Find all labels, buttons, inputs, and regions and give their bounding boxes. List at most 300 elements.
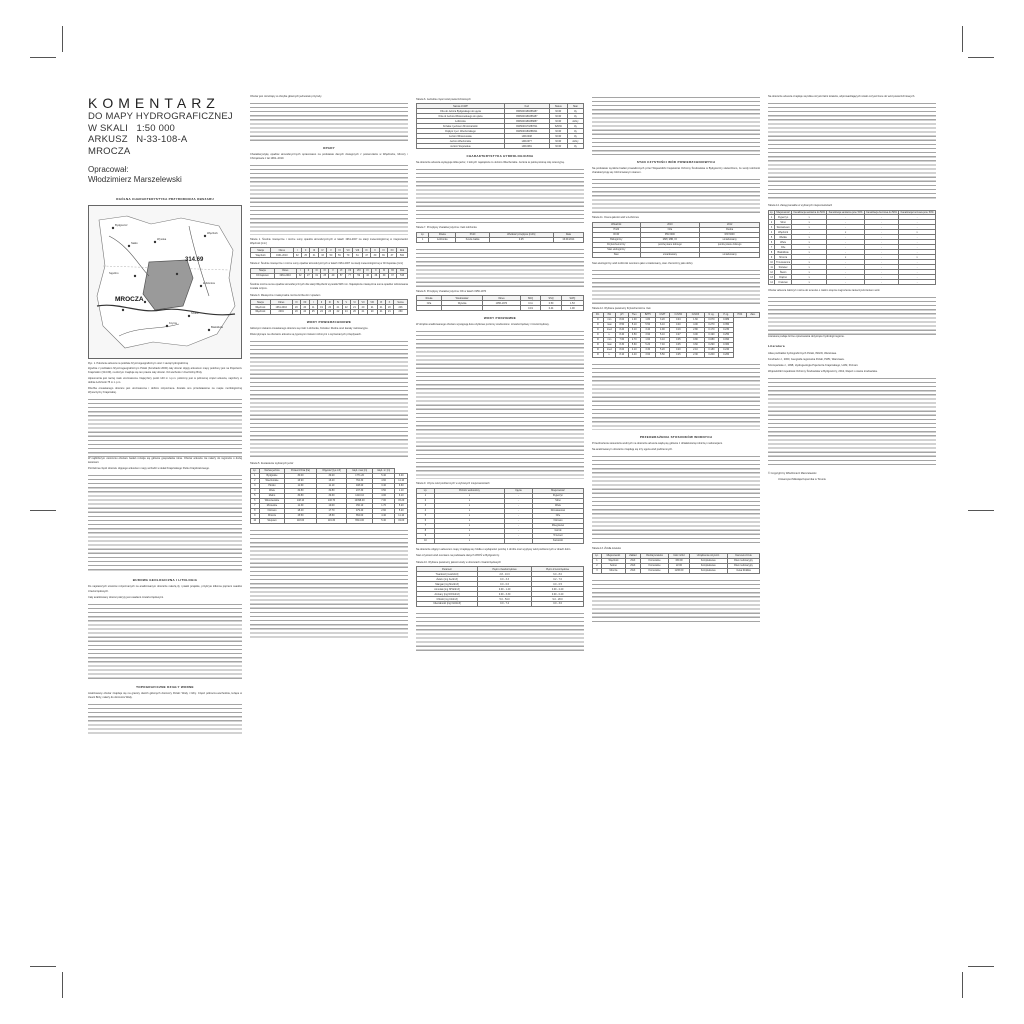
map-place-7: Kcynia <box>169 322 177 326</box>
subtitle-line-2: W SKALI 1:50 000 <box>88 122 176 134</box>
table-cell: x <box>792 265 827 270</box>
table-cell: x <box>434 523 504 528</box>
table-cell: 0.090 <box>719 338 734 343</box>
table2-header-cell: V <box>329 268 337 273</box>
table-cell: rzeka Rokitka <box>728 568 760 573</box>
table-cell: Sitno <box>532 498 583 503</box>
table-cell: 18.40 <box>285 508 316 513</box>
table5-header-cell: Głęb. śr. [m] <box>372 468 395 473</box>
table1-header-cell: I <box>293 248 301 253</box>
table-cell: 3.10 <box>655 338 670 343</box>
table-cell: 0.350 <box>719 323 734 328</box>
table-cell: 0.25 <box>489 237 553 242</box>
table-cell: 1 <box>769 215 775 220</box>
table12-header-cell: N-NH4 <box>670 313 687 318</box>
table-cell: x <box>792 275 827 280</box>
table-cell: - <box>827 270 865 275</box>
table-cell: Biologiczny <box>593 237 641 242</box>
table-cell: 0.190 <box>704 333 719 338</box>
col1-text-block-c <box>88 602 242 680</box>
table-cell: zły <box>567 124 583 129</box>
table-cell: 0.260 <box>719 352 734 357</box>
table-cell: - <box>827 215 865 220</box>
table-cell: 6.00 <box>395 473 408 478</box>
table-cell: 0.0 - 3.0 <box>532 602 584 607</box>
table-cell: 20 <box>292 310 300 315</box>
table-row <box>593 352 760 357</box>
table-cell: - <box>899 270 936 275</box>
table-cell: 22 <box>334 310 342 315</box>
table2-header-cell: I <box>296 268 304 273</box>
table-cell: 3.20 <box>655 318 670 323</box>
table8-caption: Tabela 8. Przepływy charakterystyczne Orli w latach 1956-1970 <box>416 289 487 293</box>
table-cell: 0.080 <box>704 338 719 343</box>
col1-paragraph-8: Analizowany obszar znajduje się na granicy dwóch głównych dorzeczy Polski: Wisły i Odry. Część północno-wschodnia, leżąca w zlewni Brdy, należy do dorzecza Wisły. <box>88 691 242 699</box>
table-cell: zły <box>567 144 583 149</box>
table-cell: - <box>827 235 865 240</box>
table-cell: 150.10 <box>347 503 373 508</box>
table-cell: Orla do Jeziora Bydgoskiego do ujęcia <box>417 109 505 114</box>
table-cell: 57 <box>337 273 345 278</box>
table-cell: 3.30 <box>640 347 655 352</box>
table3-header-cell: VIII <box>367 300 377 305</box>
table-cell: 0.360 <box>719 342 734 347</box>
table-cell: min <box>603 338 615 343</box>
table2-header-cell: VI <box>337 268 345 273</box>
table-cell: 22 <box>342 305 350 310</box>
author-name: Włodzimierz Marszelewski <box>88 175 182 184</box>
table1-header-cell: II <box>301 248 309 253</box>
table-cell: 77 <box>345 273 354 278</box>
col5-paragraph-3: Literatura podaje liczne opracowania dotyczące hydrologii regionu. <box>768 335 845 339</box>
table-cell: 0.2 - 7.0 <box>532 577 584 582</box>
table-10 <box>416 566 584 607</box>
subtitle-line-4: MROCZA <box>88 145 131 157</box>
table-cell: 5.50 <box>640 323 655 328</box>
table-cell: 0.19 <box>520 306 541 311</box>
table-cell: 2.30 <box>687 352 704 357</box>
table3-header-cell: VI <box>350 300 358 305</box>
table-cell: 2001 <box>270 310 292 315</box>
table-5 <box>250 468 408 524</box>
table-cell: Komunalne <box>640 563 669 568</box>
table-cell: Kompleksowe <box>689 563 727 568</box>
table-cell: Wiele <box>532 503 583 508</box>
table12-header-cell: pH <box>616 313 628 318</box>
table-cell: - <box>505 508 533 513</box>
table-cell: - <box>505 533 533 538</box>
table-cell: x <box>434 533 504 538</box>
table-11 <box>592 222 760 258</box>
table2-header-cell: Stacja <box>251 268 275 273</box>
table-cell: Mrocza <box>775 255 792 260</box>
table-cell: - <box>899 265 936 270</box>
table5-header-cell: Głęb. max [m] <box>347 468 373 473</box>
table-cell: 1.60 <box>687 318 704 323</box>
table8-header-cell: Okres <box>483 296 520 301</box>
table-cell: 20 <box>359 305 368 310</box>
table-2 <box>250 268 408 279</box>
table-cell: O <box>593 328 604 333</box>
table-cell: - <box>864 265 898 270</box>
table10-header-cell: Piętro trzeciorzędowe <box>532 567 584 572</box>
table-cell: NCW <box>549 114 567 119</box>
table-cell: 3.10 <box>628 328 640 333</box>
table3-header-cell: Okres <box>270 300 292 305</box>
table-cell: 0.27 <box>670 333 687 338</box>
col3-text-block-c <box>416 329 584 479</box>
table12-header-cell: Tlen <box>628 313 640 318</box>
col2-text-block-b <box>250 163 408 235</box>
col5-paragraph-2: Obszar arkusza zaliczyć można do terenów o niskim stopniu zagrożenia zanieczyszczeniem wód. <box>768 289 881 293</box>
table-cell: NCW <box>549 139 567 144</box>
table-cell: - <box>505 528 533 533</box>
table-cell: - <box>505 493 533 498</box>
subtitle-line-3: ARKUSZ N-33-108-A <box>88 134 188 145</box>
table6-header-cell: Kod <box>504 104 549 109</box>
table-cell: 5.10 <box>655 333 670 338</box>
table-cell: 16.09.2014 <box>553 237 583 242</box>
col3-text-block-a <box>416 167 584 223</box>
table-cell: x <box>827 255 865 260</box>
table-cell: 20 <box>292 305 300 310</box>
table-cell: Komunalne <box>640 568 669 573</box>
table-cell: MMI, MIR, IO <box>640 237 700 242</box>
table-cell: 33 <box>318 253 326 258</box>
table-cell: Dopływ z jez. Wiecborskiego <box>417 129 505 134</box>
table-cell: NCW <box>549 119 567 124</box>
table-cell: 8.00 <box>616 347 628 352</box>
table-cell: Orla <box>640 227 700 232</box>
table-cell: Witoszewskie <box>259 498 285 503</box>
table-cell: 5 <box>251 493 260 498</box>
table-cell: Więcbork <box>251 253 271 258</box>
table-1 <box>250 247 408 258</box>
table-cell: ZGK <box>626 558 641 563</box>
table-cell: x <box>792 250 827 255</box>
table-cell: dobry <box>567 119 583 124</box>
table-cell: 146.70 <box>316 498 347 503</box>
table-cell: 532 <box>396 253 407 258</box>
table-cell: 4.00 <box>372 493 395 498</box>
col5-paragraph-1: Na obszarze arkusza znajduje się kilka oczyszczalni ścieków, odprowadzających ścieki oczyszczone do wód powierzchniowych. <box>768 95 916 98</box>
table-cell: 9 <box>251 513 260 518</box>
column-2 <box>250 95 408 638</box>
table-cell: 0.290 <box>704 342 719 347</box>
table2-header-cell: II <box>304 268 312 273</box>
table-cell: - <box>899 280 936 285</box>
table5-caption: Tabela 5. Zestawienie wybranych jezior <box>250 462 294 466</box>
table-cell: 15.20 <box>395 498 408 503</box>
table-cell: 61 <box>352 253 362 258</box>
table-cell: x <box>792 215 827 220</box>
table10-header-cell: Parametr <box>417 567 478 572</box>
table-cell: - <box>640 247 700 252</box>
table-cell: - <box>899 215 936 220</box>
table-cell: 7.40 <box>655 342 670 347</box>
table-cell: 0.230 <box>719 328 734 333</box>
table-cell: 8.10 <box>616 352 628 357</box>
table-cell: x <box>434 538 504 543</box>
col2-text-block-a <box>250 101 408 141</box>
table-cell: 260 <box>394 310 408 315</box>
table13-header-cell: Lp. <box>593 553 602 558</box>
table-cell: 49 <box>329 273 337 278</box>
table-cell: Mrocza <box>601 568 625 573</box>
table-cell: 2.10 <box>687 347 704 352</box>
table-cell: 20 <box>300 305 309 310</box>
table1-header-cell: V <box>327 248 335 253</box>
table-cell: 6 <box>251 498 260 503</box>
table-cell: - <box>827 225 865 230</box>
table1-header-cell: XII <box>388 248 397 253</box>
table-cell: 0.45 <box>670 342 687 347</box>
location-map-graphic <box>89 206 241 358</box>
table-cell: 2.8 - 13.3 <box>477 572 531 577</box>
table-cell: - <box>827 220 865 225</box>
table-cell: x <box>434 528 504 533</box>
table-cell: 20 <box>326 305 334 310</box>
table8-header-cell: Rzeka <box>417 296 442 301</box>
table-cell: 7 <box>417 523 435 528</box>
table-cell: 1236.00 <box>669 568 689 573</box>
table-cell: 39 <box>379 253 387 258</box>
table-cell: - <box>864 220 898 225</box>
section-heading-topo: TOPOGRAFICZNE DZIAŁY WODNE <box>136 684 194 689</box>
table-cell: 14 <box>770 280 773 284</box>
table-cell: Trzemeń <box>532 533 583 538</box>
table3-header-cell: V <box>342 300 350 305</box>
table-cell: 15.50 <box>316 513 347 518</box>
table-cell: 1771.20 <box>347 473 373 478</box>
table-cell: R <box>593 342 604 347</box>
table-cell: max <box>603 323 615 328</box>
table-cell: 3.40 <box>372 483 395 488</box>
table-cell: 118.00 <box>285 518 316 523</box>
table-cell: Krukowo <box>775 280 792 285</box>
table-cell: zły <box>567 134 583 139</box>
table14-header-cell: Kanalizacja sanitarna pow. 50% <box>828 210 863 214</box>
table-cell: x <box>434 513 504 518</box>
col2-paragraph-5: Rzeki płynące na obszarze arkusza są typowymi rzekami nizinnymi o wyrównanych przepływach. <box>250 333 362 337</box>
table-cell: 247.30 <box>347 488 373 493</box>
table-cell: - <box>864 225 898 230</box>
table-cell: 5.20 <box>395 503 408 508</box>
table3-header-cell: X <box>385 300 393 305</box>
table-cell: 9 <box>769 255 775 260</box>
table-cell: 11.60 <box>285 483 316 488</box>
table1-header-cell: IV <box>318 248 326 253</box>
table-cell: 10 <box>251 518 260 523</box>
table-row <box>251 253 408 258</box>
table5-header-cell: Lp. <box>251 468 260 473</box>
table9-header-cell: Ujęcie <box>505 488 533 493</box>
table-cell: 652.00 <box>347 513 373 518</box>
table-cell: 5.60 <box>628 342 640 347</box>
table1-header-cell: VII <box>344 248 353 253</box>
table8-header-cell: SNQ <box>520 296 541 301</box>
table-cell: 1 <box>417 493 435 498</box>
table-cell: 8.30 <box>616 342 628 347</box>
table-cell: 0.00 - 2.20 <box>532 587 584 592</box>
table-cell: 11.10 <box>395 513 408 518</box>
table2-header-cell: III <box>312 268 320 273</box>
col4-text-block-a <box>592 95 760 155</box>
table-cell: 0.0 - 3.3 <box>477 577 531 582</box>
table2-header-cell: IV <box>321 268 329 273</box>
table12-header-cell: PO4 <box>734 313 747 318</box>
literature-item-2: Kondracki J., 2000, Geografia regionalna Polski, PWN, Warszawa. <box>768 357 845 361</box>
col1-paragraph-6: Do najstarszych utworów rozpoznanych na analizowanym obszarze należą iły i piaski jurajskie, przykryte kilkoma piętrami osadów trzeciorzędowych. <box>88 585 242 593</box>
table-cell: RW6000181888311 <box>504 129 549 134</box>
table-cell: Utlenialność [mg O2/dm3] <box>417 602 478 607</box>
map-place-4: Więcbork <box>207 232 218 236</box>
table-13 <box>592 553 760 574</box>
table9-header-cell: Poziom wodonośny <box>434 488 504 493</box>
table-cell: Jezioro Wiecborskie <box>417 139 505 144</box>
table-cell: 46 <box>364 273 372 278</box>
table-cell: 3 <box>251 483 260 488</box>
table1-header-cell: Stacja <box>251 248 271 253</box>
table7-header-cell: Wielkość przepływu [m3/s] <box>489 232 553 237</box>
table3-header-cell: IV <box>334 300 342 305</box>
table-cell: - <box>505 513 533 518</box>
table-cell: RW6000171887811 <box>504 124 549 129</box>
table-cell: Sitno <box>775 220 792 225</box>
table-cell: 31 <box>310 253 318 258</box>
table14-header-cell: Lp. <box>769 210 774 214</box>
table-cell: 3.50 <box>372 488 395 493</box>
table-cell: 20 <box>385 305 393 310</box>
table-cell: 246 <box>394 305 408 310</box>
table-cell: 0.40 <box>670 323 687 328</box>
col3-paragraph-4: Stan czystości wód oceniano na podstawie danych WIOŚ w Bydgoszczy. <box>416 553 500 557</box>
table-cell: 6.0 - 8.0 <box>532 572 584 577</box>
section-heading-ground: WODY PODZIEMNE <box>483 316 517 321</box>
table-cell: 15.50 <box>285 513 316 518</box>
table-cell: umiarkowany <box>700 252 760 257</box>
table-cell: - <box>899 220 936 225</box>
table-cell: 10 <box>417 538 435 543</box>
table13-header-cell: Urządzenia oczyszcz. <box>689 553 727 558</box>
table-cell: Wiecborskie <box>259 478 285 483</box>
table3-header-cell: XII <box>300 300 309 305</box>
table-cell: 8.40 <box>616 333 628 338</box>
table-cell: RW6000181886487 <box>504 114 549 119</box>
table-row <box>417 602 584 607</box>
table-cell: RW 6000 <box>700 232 760 237</box>
table-cell: - <box>864 270 898 275</box>
table-cell: s. <box>603 333 615 338</box>
table-cell: - <box>827 240 865 245</box>
table-cell: - <box>899 235 936 240</box>
map-place-8: Szubin <box>191 312 199 316</box>
col4-text-block-e <box>592 454 760 544</box>
table-cell: s. <box>603 352 615 357</box>
crop-mark-tr-v <box>962 26 963 52</box>
col1-text-block-d <box>88 702 242 736</box>
table-cell: 20 <box>367 310 377 315</box>
map-caption: Ryc. 1. Położenie arkusza na podziale fizycznogeograficznym oraz z siecią hydrograficzną <box>88 362 189 366</box>
table-cell: ZGK <box>626 563 641 568</box>
table7-header-cell: Lp. <box>417 232 429 237</box>
table-cell: - <box>700 247 760 252</box>
document-title: KOMENTARZ <box>88 95 220 111</box>
table-cell: 6514.00 <box>347 518 373 523</box>
table-cell: 4.10 <box>628 347 640 352</box>
table-cell: Wysoka <box>442 301 483 306</box>
table-cell: - <box>864 230 898 235</box>
table2-header-cell: VII <box>345 268 354 273</box>
table-cell: - <box>864 255 898 260</box>
table-12 <box>592 312 760 358</box>
table-cell: 1.80 <box>640 318 655 323</box>
table-cell: 21 <box>385 310 393 315</box>
table-cell: - <box>899 225 936 230</box>
table-cell: 1.90 <box>561 306 583 311</box>
table6-header-cell: Nazwa JCWP <box>417 104 505 109</box>
table-cell: 8.50 <box>616 323 628 328</box>
col1-text-block-a <box>88 397 242 457</box>
col2-paragraph-3: Średnia roczna suma opadów atmosferycznych dla stacji Więcbork wynosiła 528 mm. Największa miesięczna suma opadów odnotowana została w lipcu. <box>250 282 408 290</box>
table-cell: 0.50 <box>541 301 561 306</box>
table-cell: 0.200 <box>704 352 719 357</box>
table-cell: 2.80 <box>687 328 704 333</box>
table-cell: NCW <box>549 144 567 149</box>
table-cell: Azotany [mg NO3/dm3] <box>417 592 478 597</box>
table-cell: Górnik <box>532 528 583 533</box>
table-cell: 21 <box>377 310 385 315</box>
table-cell: - <box>827 280 865 285</box>
map-place-2: Nakło <box>131 242 138 246</box>
table9-header-cell: Lp. <box>417 488 435 493</box>
table-cell: - <box>792 230 827 235</box>
table-cell: x <box>792 240 827 245</box>
table-row <box>417 144 584 149</box>
table2-header-cell: Rok <box>397 268 408 273</box>
table1-header-cell: X <box>371 248 379 253</box>
table-cell: 119.30 <box>316 518 347 523</box>
col3-text-block-d <box>416 611 584 651</box>
table-cell: 0.20 <box>670 347 687 352</box>
table-row <box>769 280 936 285</box>
map-place-9: Białośliwie <box>211 326 224 330</box>
table-cell: R <box>593 338 604 343</box>
table-row <box>593 568 760 573</box>
table-cell: Białośliwie <box>775 250 792 255</box>
fold-mark-right <box>968 510 994 511</box>
col4-text-block-d <box>592 362 760 430</box>
literature-item-3: Szczepańska J., 1998, Hydrogeologia Pojezierza Krajeńskiego, UAM, Poznań. <box>768 363 859 367</box>
table14-header-cell: Kanalizacja burzowa pow. 50% <box>900 210 934 214</box>
fold-mark-left <box>30 510 56 511</box>
table-cell: x <box>899 255 936 260</box>
section-heading-surface: WODY POWIERZCHNIOWE <box>306 320 352 325</box>
map-place-1: Bydgoszcz <box>115 224 128 228</box>
table-cell: 1961-2010 <box>271 253 293 258</box>
col5-text-block-a <box>768 101 936 201</box>
table6-header-cell: Stan <box>567 104 583 109</box>
table-cell: RW 6000 <box>640 232 700 237</box>
table-7 <box>416 232 584 243</box>
location-map <box>88 205 242 359</box>
table-cell: 1.70 <box>372 503 395 508</box>
table-cell: zły <box>567 129 583 134</box>
table-cell: R <box>593 347 604 352</box>
col2-paragraph-4: Głównymi ciekami omawianego obszaru są rzeki: Łobżonka, Krówka i Rudna oraz kanały melioracyjne. <box>250 327 369 331</box>
table-cell: 2.70 <box>628 338 640 343</box>
table-cell: 3.60 <box>640 352 655 357</box>
